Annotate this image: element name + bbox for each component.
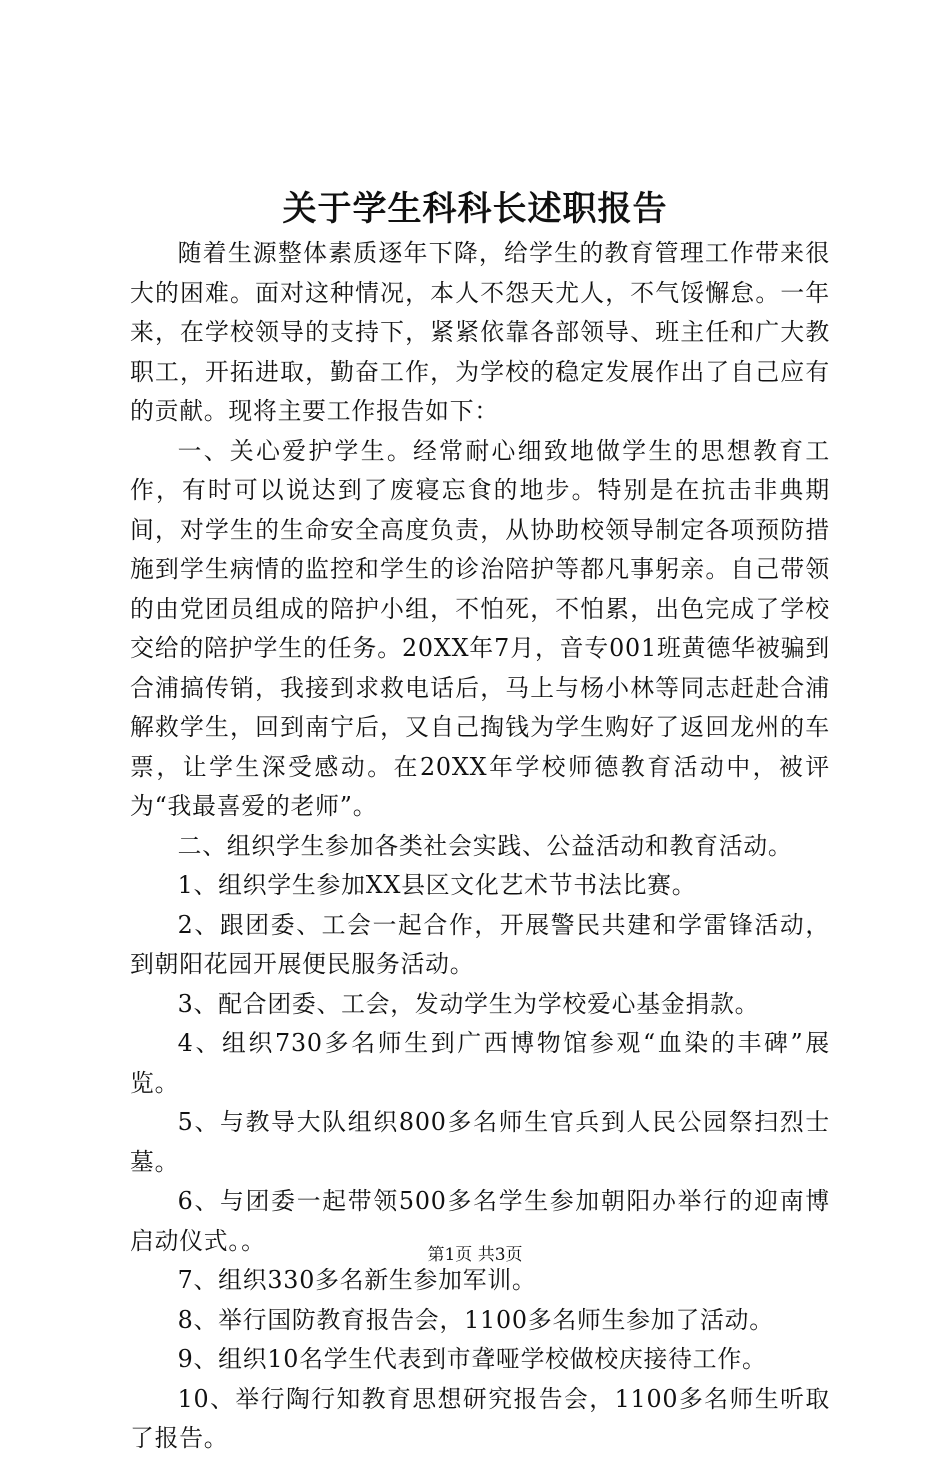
list-item: 10、举行陶行知教育思想研究报告会，1100多名师生听取了报告。 bbox=[130, 1384, 830, 1452]
list-item: 5、与教导大队组织800多名师生官兵到人民公园祭扫烈士墓。 bbox=[130, 1108, 830, 1176]
list-item: 2、跟团委、工会一起合作，开展警民共建和学雷锋活动，到朝阳花园开展便民服务活动。 bbox=[130, 910, 830, 978]
list-item: 7、组织330多名新生参加军训。 bbox=[177, 1266, 537, 1294]
paragraph-section-2: 二、组织学生参加各类社会实践、公益活动和教育活动。 bbox=[177, 831, 793, 860]
paragraph-intro: 随着生源整体素质逐年下降，给学生的教育管理工作带来很大的困难。面对这种情况，本人不怨天尤人，不气馁懈怠。一年来，在学校领导的支持下，紧紧依靠各部领导、班主任和广大教职工，开拓进取，勤奋工作，为学校的稳定发展作出了自己应有的贡献。现将主要工作报告如下： bbox=[130, 239, 830, 425]
list-item: 1、组织学生参加XX县区文化艺术节书法比赛。 bbox=[177, 871, 697, 899]
list-item: 3、配合团委、工会，发动学生为学校爱心基金捐款。 bbox=[177, 989, 760, 1018]
list-item: 4、组织730多名师生到广西博物馆参观“血染的丰碑”展览。 bbox=[130, 1029, 830, 1097]
document-body bbox=[130, 234, 830, 1459]
page-number-footer: 第1页 共3页 bbox=[427, 1245, 523, 1265]
list-item: 6、与团委一起带领500多名学生参加朝阳办举行的迎南博启动仪式。。 bbox=[130, 1187, 830, 1255]
list-item: 8、举行国防教育报告会，1100多名师生参加了活动。 bbox=[177, 1305, 774, 1334]
paragraph-section-1: 一、关心爱护学生。经常耐心细致地做学生的思想教育工作，有时可以说达到了废寝忘食的地步。特别是在抗击非典期间，对学生的生命安全高度负责，从协助校领导制定各项预防措施到学生病情的监控和学生的诊治陪护等都凡事躬亲。自己带领的由党团员组成的陪护小组，不怕死，不怕累，出色完成了学校交给的陪护学生的任务。20XX年7月，音专001班黄德华被骗到合浦搞传销，我接到求救电话后，马上与杨小林等同志赶赴合浦解救学生，回到南宁后，又自己掏钱为学生购好了返回龙州的车票，让学生深受感动。在20XX年学校师德教育活动中，被评为“我最喜爱的老师”。 bbox=[130, 436, 830, 820]
list-item: 9、组织10名学生代表到市聋哑学校做校庆接待工作。 bbox=[177, 1345, 767, 1373]
page-title: 关于学生科科长述职报告 bbox=[282, 189, 668, 229]
